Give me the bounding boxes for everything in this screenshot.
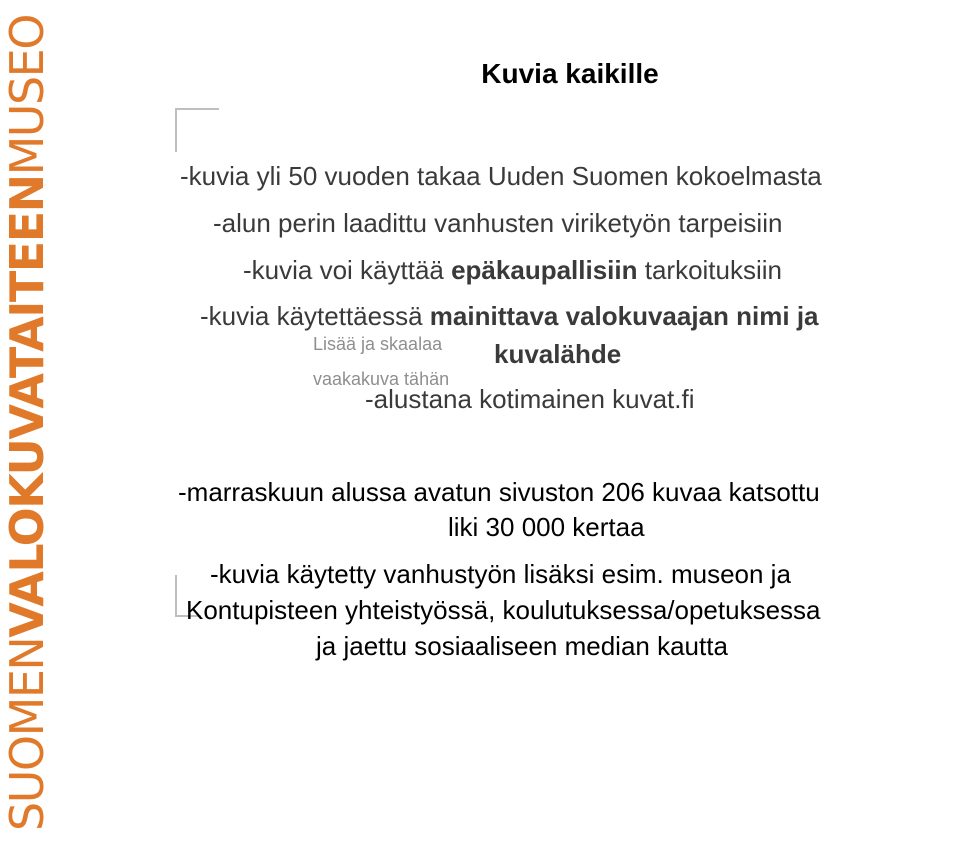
bullet-line-3 (243, 254, 782, 286)
museum-logo (0, 0, 54, 845)
logo-part-suomen: SUOMEN (0, 637, 54, 831)
bullet-line-3-bold: epäkaupallisiin (451, 255, 638, 285)
image-placeholder-line-2: vaakakuva tähän (313, 369, 450, 389)
bullet-line-4 (200, 300, 819, 332)
bullet-line-1: -kuvia yli 50 vuoden takaa Uuden Suomen kokoelmasta (180, 161, 822, 191)
bullet-line-3-pre: -kuvia voi käyttää (243, 255, 452, 285)
bullet-line-4-bold: mainittava valokuvaajan nimi ja (429, 301, 819, 331)
image-placeholder-line-1: Lisää ja skaalaa (313, 334, 443, 354)
bullet-line-11: ja jaettu sosiaaliseen median kautta (316, 631, 728, 661)
logo-part-valokuvataiteen: VALOKUVATAITEEN (0, 174, 54, 638)
logo-part-museo: MUSEO (0, 14, 54, 175)
image-frame-corner-top (175, 108, 219, 152)
slide-title: Kuvia kaikille (481, 58, 659, 89)
bullet-line-4-pre: -kuvia käytettäessä (200, 301, 430, 331)
bullet-line-7: -marraskuun alussa avatun sivuston 206 kuvaa katsottu (178, 477, 820, 507)
bullet-line-3-post: tarkoituksiin (637, 255, 782, 285)
bullet-line-2: -alun perin laadittu vanhusten viriketyön tarpeisiin (213, 208, 783, 238)
museum-logo-text (0, 14, 54, 831)
bullet-line-10: Kontupisteen yhteistyössä, koulutuksessa/opetuksessa (186, 595, 821, 625)
bullet-line-6: -alustana kotimainen kuvat.fi (365, 384, 695, 414)
bullet-line-9: -kuvia käytetty vanhustyön lisäksi esim. museon ja (210, 559, 791, 589)
bullet-line-5: kuvalähde (494, 339, 622, 369)
bullet-line-8: liki 30 000 kertaa (448, 512, 645, 542)
